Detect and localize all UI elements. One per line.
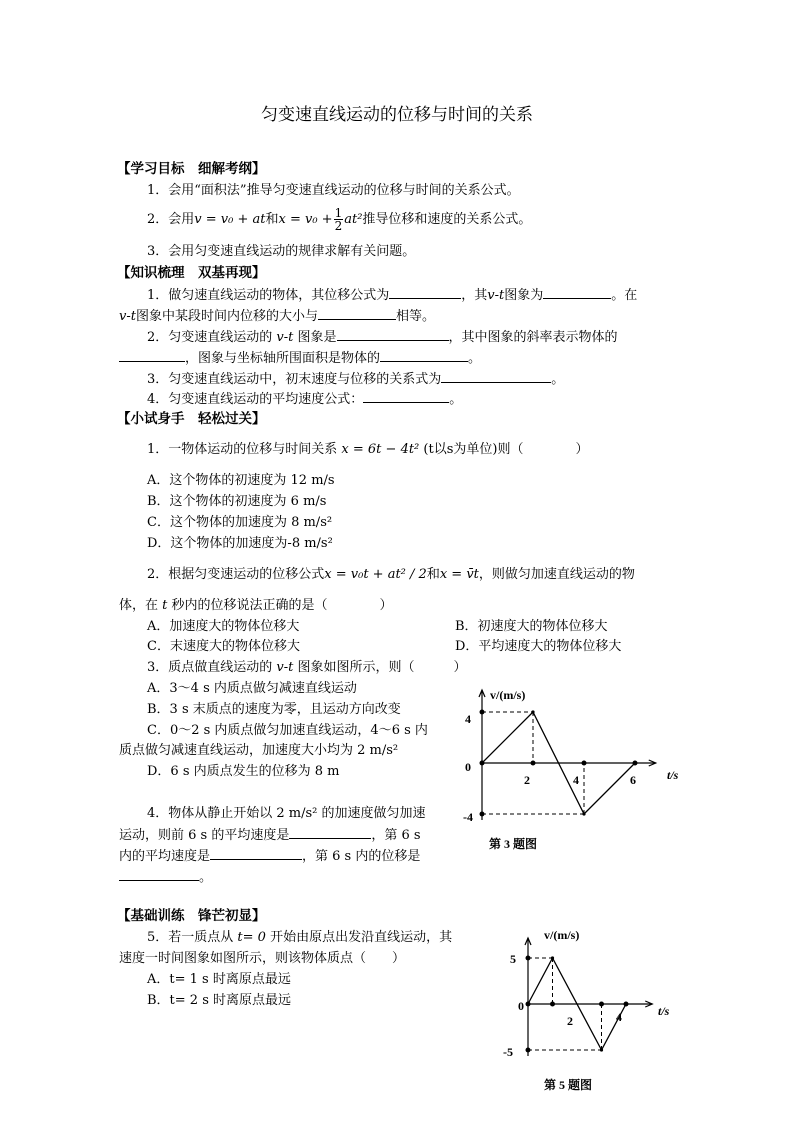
y-tick-label: -4 — [463, 810, 473, 824]
text: 1．做匀速直线运动的物体，其位移公式为 — [147, 288, 390, 303]
fraction-denominator: 2 — [334, 219, 343, 233]
text: ，其 — [461, 288, 488, 303]
text: ，第 6 s — [371, 828, 421, 843]
answer-blank[interactable] — [441, 370, 551, 383]
text: 图象如图所示，则（ ） — [297, 660, 467, 675]
question-1-option-b[interactable]: B．这个物体的初速度为 6 m/s — [147, 494, 327, 509]
y-axis-point — [526, 956, 531, 961]
question-3-option-b[interactable]: B．3 s 末质点的速度为零，且运动方向改变 — [147, 702, 401, 717]
goal-3: 3．会用匀变速直线运动的规律求解有关问题。 — [147, 244, 416, 259]
question-2-option-a[interactable]: A．加速度大的物体位移大 — [147, 619, 300, 634]
text: 和 — [426, 567, 440, 582]
question-2-formula-1: x = v₀t + at² / 2 — [324, 567, 427, 582]
y-tick-label: 5 — [510, 952, 516, 966]
answer-blank[interactable] — [543, 286, 611, 299]
question-1-stem — [147, 441, 588, 459]
text: 。 — [449, 392, 463, 407]
question-3-option-c[interactable]: C．0～2 s 内质点做匀加速直线运动，4～6 s 内 — [147, 723, 428, 738]
text: v-t — [487, 288, 505, 303]
x-axis-point — [531, 761, 536, 766]
y-axis-point — [480, 710, 485, 715]
y-tick-label: 0 — [465, 760, 471, 774]
question-1-formula: x = 6t − 4t² — [341, 442, 420, 457]
data-point — [531, 710, 534, 713]
text: 体，在 — [119, 598, 159, 613]
question-3-option-a[interactable]: A．3～4 s 内质点做匀减速直线运动 — [147, 681, 357, 696]
question-3-stem — [147, 659, 467, 677]
question-4-line-2 — [119, 826, 421, 845]
text: 秒内的位移说法正确的是（ ） — [171, 598, 393, 613]
text: 3．质点做直线运动的 — [147, 660, 273, 675]
text: ，图象与坐标轴所围面积是物体的 — [185, 351, 381, 366]
text: (t以s为单位)则（ ） — [423, 442, 589, 457]
text: 图象为 — [504, 288, 544, 303]
question-4-line-3 — [119, 847, 420, 866]
fraction-numerator: 1 — [334, 206, 343, 220]
question-1-option-c[interactable]: C．这个物体的加速度为 8 m/s² — [147, 515, 333, 530]
page-title: 匀变速直线运动的位移与时间的关系 — [261, 105, 533, 125]
text: ，第 6 s 内的位移是 — [302, 849, 421, 864]
answer-blank[interactable] — [119, 349, 185, 362]
knowledge-4 — [147, 390, 462, 409]
vt-graph-question-5 — [500, 925, 690, 1100]
x-tick-label: 2 — [567, 1014, 573, 1028]
question-4-line-4 — [119, 868, 212, 887]
goal-2-suffix: 推导位移和速度的关系公式。 — [362, 212, 532, 227]
question-2-stem-line-1 — [147, 566, 635, 584]
text: 运动，则前 6 s 的平均速度是 — [119, 828, 290, 843]
text: v-t — [119, 309, 136, 324]
text: ，则做匀加速直线运动的物 — [478, 567, 635, 582]
x-axis-point — [550, 1002, 555, 1007]
x-axis-label: t/s — [658, 1004, 670, 1018]
y-axis-point — [480, 812, 485, 817]
question-5-option-b[interactable]: B．t= 2 s 时离原点最远 — [147, 993, 292, 1008]
text: 3．匀变速直线运动中，初末速度与位移的关系式为 — [147, 372, 442, 387]
text: 2．根据匀变速运动的位移公式 — [147, 567, 325, 582]
text: 开始由原点出发沿直线运动，其 — [270, 930, 453, 945]
answer-blank[interactable] — [337, 328, 449, 341]
x-tick-label: 4 — [573, 773, 579, 787]
text: t= 0 — [237, 930, 266, 945]
data-point — [633, 761, 636, 764]
x-axis-point — [582, 761, 587, 766]
y-tick-label: 4 — [465, 712, 471, 726]
section-heading-goals: 【学习目标 细解考纲】 — [117, 161, 266, 177]
knowledge-2-line-1 — [147, 328, 618, 347]
data-point — [624, 1002, 627, 1005]
answer-blank[interactable] — [119, 868, 199, 881]
text: 。 — [551, 372, 565, 387]
knowledge-1-line-1 — [147, 286, 637, 305]
goal-2 — [147, 204, 531, 236]
answer-blank[interactable] — [363, 390, 449, 403]
question-5-line-1 — [147, 929, 452, 947]
text: t — [162, 598, 168, 613]
text: v-t — [276, 330, 294, 345]
goal-2-formula-1: v = v₀ + at — [194, 212, 266, 227]
text: 内的平均速度是 — [119, 849, 211, 864]
text: 相等。 — [395, 309, 435, 324]
text: 。 — [468, 351, 482, 366]
x-tick-label: 4 — [616, 1010, 622, 1024]
x-axis-point — [599, 1002, 604, 1007]
goal-2-fraction — [334, 207, 344, 232]
section-heading-practice: 【小试身手 轻松过关】 — [117, 411, 266, 427]
answer-blank[interactable] — [318, 307, 396, 320]
x-tick-label: 6 — [630, 773, 636, 787]
goal-2-and: 和 — [265, 212, 279, 227]
question-2-option-b[interactable]: B．初速度大的物体位移大 — [455, 619, 608, 634]
question-3-option-d[interactable]: D．6 s 内质点发生的位移为 8 m — [147, 764, 340, 779]
answer-blank[interactable] — [289, 826, 371, 839]
y-axis-label: v/(m/s) — [544, 928, 580, 942]
question-5-option-a[interactable]: A．t= 1 s 时离原点最远 — [147, 972, 291, 987]
text: 。 — [199, 870, 213, 885]
answer-blank[interactable] — [389, 286, 461, 299]
y-tick-label: -5 — [503, 1045, 513, 1059]
x-tick-label: 2 — [524, 773, 530, 787]
y-axis-point — [526, 1048, 531, 1053]
text: 2．匀变速直线运动的 — [147, 330, 273, 345]
section-heading-training: 【基础训练 锋芒初显】 — [117, 908, 266, 924]
section-heading-knowledge: 【知识梳理 双基再现】 — [117, 265, 266, 281]
goal-1: 1．会用“面积法”推导匀变速直线运动的位移与时间的关系公式。 — [147, 183, 520, 198]
question-2-option-d[interactable]: D．平均速度大的物体位移大 — [455, 639, 622, 654]
knowledge-1-line-2 — [119, 307, 435, 326]
text: 。在 — [611, 288, 638, 303]
figure-caption: 第 3 题图 — [489, 837, 538, 851]
knowledge-2-line-2 — [119, 349, 481, 368]
question-1-option-d[interactable]: D．这个物体的加速度为-8 m/s² — [147, 536, 333, 551]
question-3-option-c-continued: 质点做匀减速直线运动，加速度大小均为 2 m/s² — [119, 743, 399, 758]
answer-blank[interactable] — [380, 349, 468, 362]
data-point — [526, 1002, 529, 1005]
text: 5．若一质点从 — [147, 930, 234, 945]
question-2-stem-line-2 — [119, 597, 393, 615]
question-5-line-2: 速度一时间图象如图所示，则该物体质点（ ） — [119, 951, 406, 966]
question-1-option-a[interactable]: A．这个物体的初速度为 12 m/s — [147, 473, 335, 488]
goal-2-prefix: 2．会用 — [147, 212, 195, 227]
y-axis-label: v/(m/s) — [490, 688, 526, 702]
data-point — [480, 761, 483, 764]
goal-2-formula-2b: at² — [344, 212, 363, 227]
knowledge-3 — [147, 370, 564, 389]
text: 4．匀变速直线运动的平均速度公式： — [147, 392, 364, 407]
text: ，其中图象的斜率表示物体的 — [448, 330, 618, 345]
data-point — [600, 1048, 603, 1051]
vt-graph-question-3 — [455, 683, 695, 863]
text: 1．一物体运动的位移与时间关系 — [147, 442, 338, 457]
figure-caption: 第 5 题图 — [544, 1078, 593, 1092]
text: 图象中某段时间内位移的大小与 — [135, 309, 318, 324]
goal-2-formula-2a: x = v₀ + — [278, 212, 333, 227]
text: 图象是 — [297, 330, 337, 345]
text: v-t — [276, 660, 294, 675]
question-4-line-1: 4．物体从静止开始以 2 m/s² 的加速度做匀加速 — [147, 806, 426, 821]
data-point — [551, 956, 554, 959]
data-point — [582, 812, 585, 815]
question-2-formula-2: x = v̄t — [439, 567, 479, 582]
answer-blank[interactable] — [210, 847, 302, 860]
y-tick-label: 0 — [518, 999, 524, 1013]
x-axis-label: t/s — [667, 768, 679, 782]
question-2-option-c[interactable]: C．末速度大的物体位移大 — [147, 639, 300, 654]
